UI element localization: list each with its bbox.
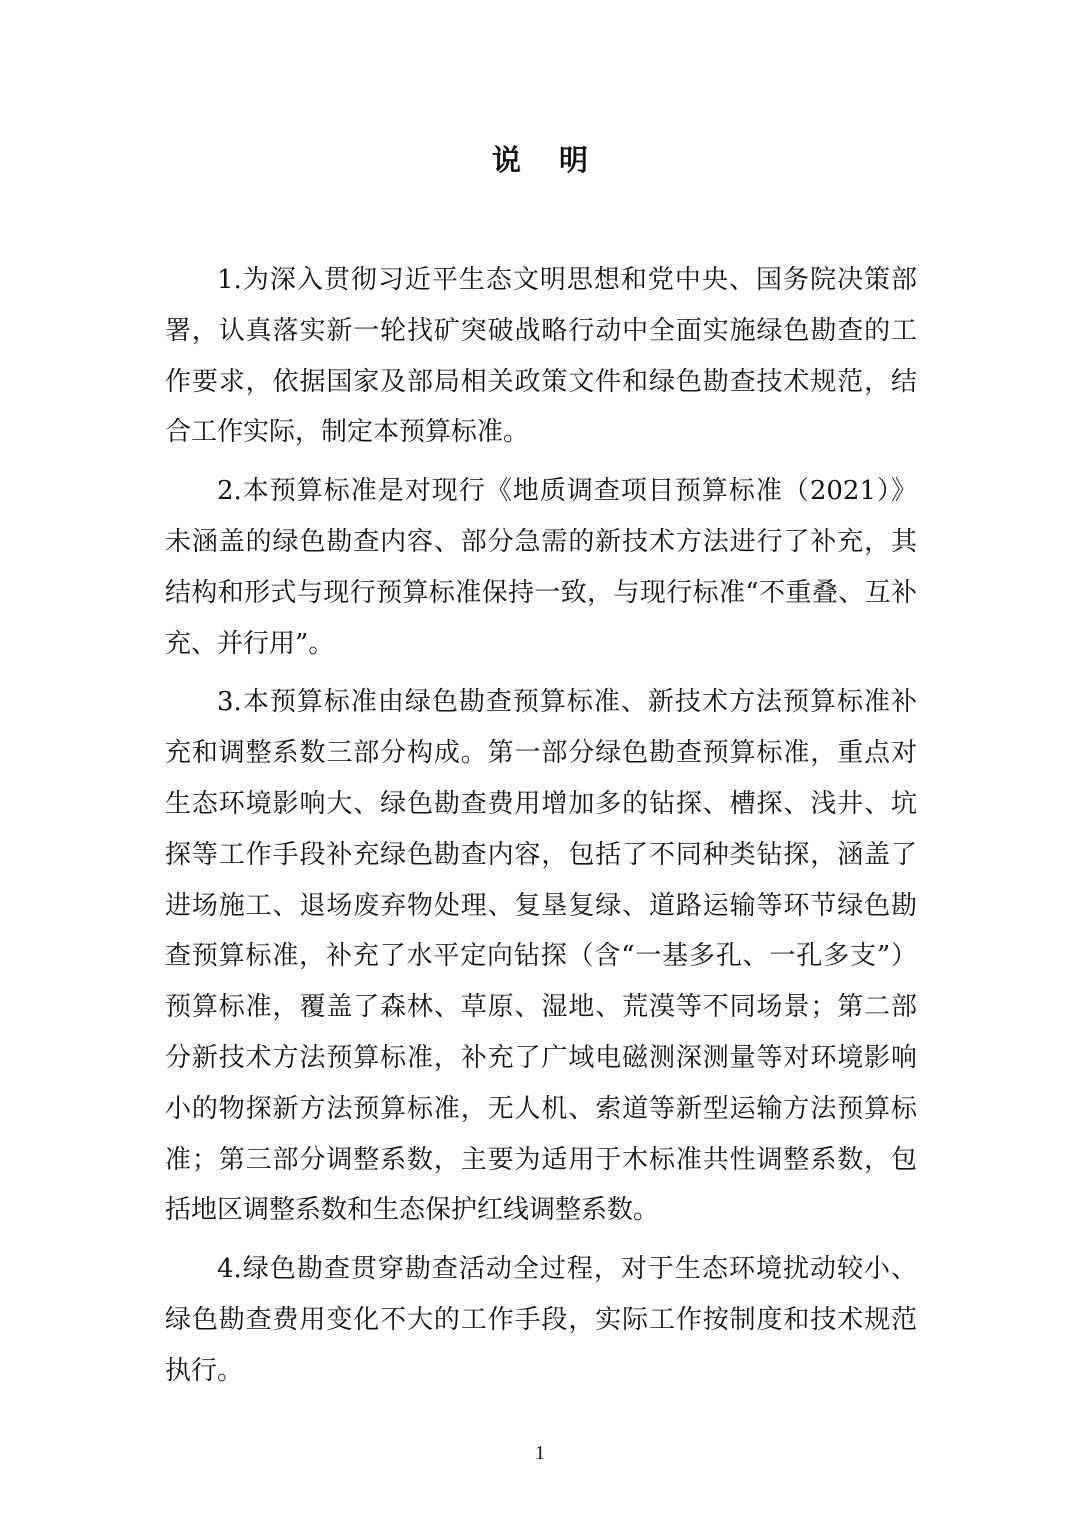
document-body — [165, 255, 917, 1405]
page-title: 说明 — [491, 143, 626, 177]
paragraph-1: 1.为深入贯彻习近平生态文明思想和党中央、国务院决策部署，认真落实新一轮找矿突破战略行动中全面实施绿色勘查的工作要求，依据国家及部局相关政策文件和绿色勘查技术规范，结合工作实际，制定本预算标准。 — [165, 265, 917, 448]
paragraph-4: 4.绿色勘查贯穿勘查活动全过程，对于生态环境扰动较小、绿色勘查费用变化不大的工作手段，实际工作按制度和技术规范执行。 — [165, 1254, 917, 1386]
paragraph-2: 2.本预算标准是对现行《地质调查项目预算标准（2021）》未涵盖的绿色勘查内容、部分急需的新技术方法进行了补充，其结构和形式与现行预算标准保持一致，与现行标准“不重叠、互补充、并行用”。 — [165, 476, 917, 659]
paragraph-3: 3.本预算标准由绿色勘查预算标准、新技术方法预算标准补充和调整系数三部分构成。第一部分绿色勘查预算标准，重点对生态环境影响大、绿色勘查费用增加多的钻探、槽探、浅井、坑探等工作手段补充绿色勘查内容，包括了不同种类钻探，涵盖了进场施工、退场废弃物处理、复垦复绿、道路运输等环节绿色勘查预算标准，补充了水平定向钻探（含“一基多孔、一孔多支”）预算标准，覆盖了森林、草原、湿地、荒漠等不同场景；第二部分新技术方法预算标准，补充了广域电磁测深测量等对环境影响小的物探新方法预算标准，无人机、索道等新型运输方法预算标准；第三部分调整系数，主要为适用于木标准共性调整系数，包括地区调整系数和生态保护红线调整系数。 — [165, 687, 917, 1226]
page-number: 1 — [535, 1442, 545, 1464]
